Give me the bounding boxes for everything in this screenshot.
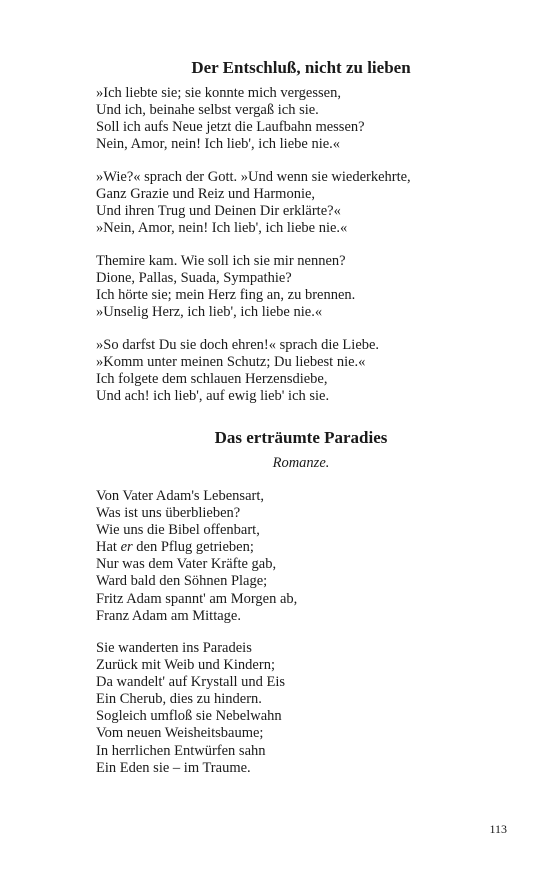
verse-text: den Pflug getrieben; (132, 539, 254, 556)
verse-line: Ich folgete dem schlauen Herzensdiebe, (96, 371, 328, 388)
verse-line: Franz Adam am Mittage. (96, 607, 241, 624)
poem1-stanza-3 (96, 253, 355, 321)
verse-line: »Komm unter meinen Schutz; Du liebest nie.« (96, 354, 366, 371)
emphasis-text: er (120, 539, 133, 556)
poem1-stanza-2 (96, 169, 411, 237)
verse-line: Zurück mit Weib und Kindern; (96, 657, 275, 674)
verse-line: Nur was dem Vater Kräfte gab, (96, 556, 277, 573)
verse-line: Themire kam. Wie soll ich sie mir nennen? (96, 253, 346, 269)
verse-line: Dione, Pallas, Suada, Sympathie? (96, 270, 292, 287)
verse-line: Ward bald den Söhnen Plage; (96, 573, 268, 590)
verse-line: Vom neuen Weisheitsbaume; (96, 725, 264, 742)
verse-line: »Unselig Herz, ich lieb', ich liebe nie.« (96, 304, 323, 321)
verse-line: Und ach! ich lieb', auf ewig lieb' ich sie. (96, 388, 330, 405)
poem2-stanza-2 (96, 640, 285, 777)
verse-line: Sogleich umfloß sie Nebelwahn (96, 708, 282, 725)
verse-line: Ganz Grazie und Reiz und Harmonie, (96, 186, 316, 203)
poem1-stanza-1 (96, 85, 365, 153)
verse-line: »Ich liebte sie; sie konnte mich vergessen, (96, 85, 341, 101)
verse-text: Hat (96, 539, 121, 556)
verse-line (96, 539, 297, 556)
verse-line: Was ist uns überblieben? (96, 505, 241, 522)
verse-line: Soll ich aufs Neue jetzt die Laufbahn messen? (96, 119, 365, 136)
verse-line: Sie wanderten ins Paradeis (96, 640, 252, 656)
verse-line: »Wie?« sprach der Gott. »Und wenn sie wiederkehrte, (96, 169, 411, 185)
verse-line: Von Vater Adam's Lebensart, (96, 488, 264, 504)
verse-line: »Nein, Amor, nein! Ich lieb', ich liebe nie.« (96, 220, 348, 237)
verse-line: Da wandelt' auf Krystall und Eis (96, 674, 286, 691)
poem-title-1: Der Entschluß, nicht zu lieben (191, 58, 411, 77)
poem2-stanza-1 (96, 488, 297, 625)
poem-subtitle: Romanze. (272, 455, 330, 471)
verse-line: Ich hörte sie; mein Herz fing an, zu brennen. (96, 287, 356, 304)
verse-line: Fritz Adam spannt' am Morgen ab, (96, 590, 298, 607)
poem-title-2: Das erträumte Paradies (214, 428, 388, 447)
verse-line: Ein Eden sie – im Traume. (96, 759, 251, 776)
verse-line: »So darfst Du sie doch ehren!« sprach die Liebe. (96, 337, 380, 353)
verse-line: Nein, Amor, nein! Ich lieb', ich liebe nie.« (96, 136, 341, 153)
verse-line: Und ihren Trug und Deinen Dir erklärte?« (96, 203, 341, 220)
verse-line: In herrlichen Entwürfen sahn (96, 742, 266, 759)
page-number: 113 (489, 822, 507, 836)
verse-line: Und ich, beinahe selbst vergaß ich sie. (96, 102, 319, 119)
verse-line: Wie uns die Bibel offenbart, (96, 522, 260, 539)
verse-line: Ein Cherub, dies zu hindern. (96, 691, 262, 708)
poem1-stanza-4 (96, 337, 379, 405)
